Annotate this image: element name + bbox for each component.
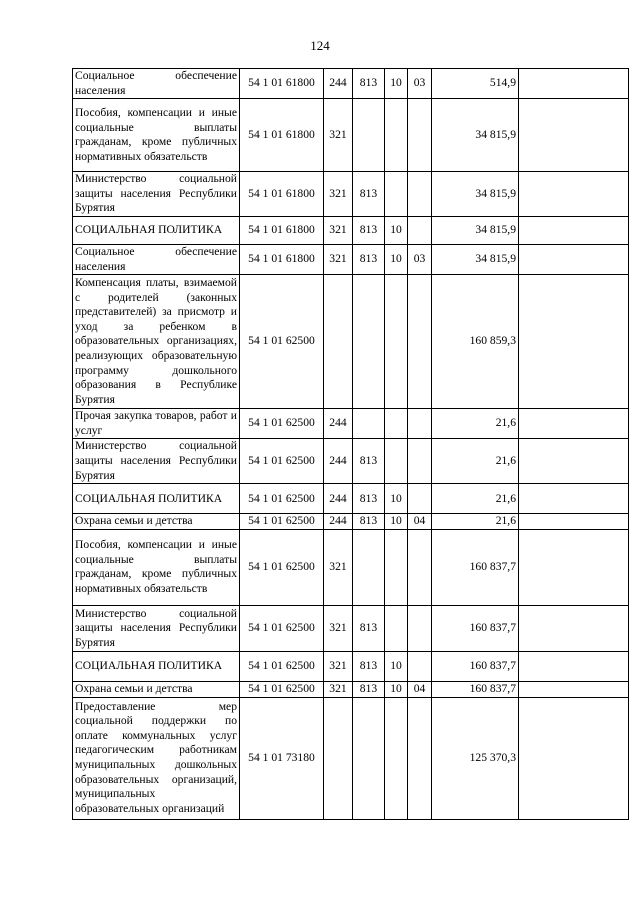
administrator-cell: 813 [353,439,385,484]
amount-cell: 21,6 [432,409,519,439]
administrator-cell [353,99,385,172]
expense-type-cell: 244 [324,409,353,439]
section-cell [385,529,408,605]
section-cell [385,275,408,409]
administrator-cell: 813 [353,484,385,514]
table-row [73,439,629,484]
target-article-cell: 54 1 01 62500 [240,484,324,514]
administrator-cell: 813 [353,605,385,651]
row-name-cell: СОЦИАЛЬНАЯ ПОЛИТИКА [73,651,240,681]
row-name-cell: Министерство социальной защиты населения Республики Бурятия [73,172,240,217]
subsection-cell [408,484,432,514]
amount-cell: 125 370,3 [432,697,519,819]
table-row [73,244,629,274]
target-article-cell: 54 1 01 61800 [240,172,324,217]
target-article-cell: 54 1 01 62500 [240,651,324,681]
target-article-cell: 54 1 01 62500 [240,409,324,439]
empty-cell [519,69,629,99]
administrator-cell: 813 [353,244,385,274]
expense-type-cell: 244 [324,484,353,514]
section-cell: 10 [385,216,408,244]
row-name-cell: Охрана семьи и детства [73,514,240,530]
administrator-cell: 813 [353,69,385,99]
target-article-cell: 54 1 01 62500 [240,514,324,530]
subsection-cell: 03 [408,244,432,274]
row-name-cell: Социальное обеспечение населения [73,244,240,274]
section-cell [385,605,408,651]
table-row [73,484,629,514]
target-article-cell: 54 1 01 61800 [240,216,324,244]
administrator-cell [353,409,385,439]
row-name-cell: Социальное обеспечение населения [73,69,240,99]
amount-cell: 514,9 [432,69,519,99]
target-article-cell: 54 1 01 62500 [240,529,324,605]
amount-cell: 21,6 [432,484,519,514]
table-row [73,605,629,651]
empty-cell [519,514,629,530]
subsection-cell [408,99,432,172]
empty-cell [519,439,629,484]
section-cell [385,99,408,172]
expense-type-cell: 244 [324,69,353,99]
row-name-cell: Пособия, компенсации и иные социальные выплаты гражданам, кроме публичных нормативных обязательств [73,99,240,172]
subsection-cell: 04 [408,681,432,697]
subsection-cell [408,172,432,217]
expense-type-cell: 244 [324,514,353,530]
administrator-cell [353,275,385,409]
subsection-cell [408,439,432,484]
section-cell: 10 [385,514,408,530]
section-cell [385,409,408,439]
section-cell [385,439,408,484]
expense-type-cell: 321 [324,529,353,605]
empty-cell [519,409,629,439]
subsection-cell: 03 [408,69,432,99]
subsection-cell [408,605,432,651]
amount-cell: 34 815,9 [432,244,519,274]
amount-cell: 34 815,9 [432,216,519,244]
empty-cell [519,172,629,217]
expense-type-cell: 321 [324,681,353,697]
row-name-cell: СОЦИАЛЬНАЯ ПОЛИТИКА [73,216,240,244]
empty-cell [519,99,629,172]
table-row [73,275,629,409]
empty-cell [519,651,629,681]
administrator-cell: 813 [353,172,385,217]
subsection-cell [408,409,432,439]
amount-cell: 34 815,9 [432,172,519,217]
subsection-cell [408,216,432,244]
expense-type-cell: 244 [324,439,353,484]
target-article-cell: 54 1 01 61800 [240,69,324,99]
section-cell: 10 [385,681,408,697]
section-cell: 10 [385,651,408,681]
target-article-cell: 54 1 01 61800 [240,99,324,172]
row-name-cell: Предоставление мер социальной поддержки по оплате коммунальных услуг педагогическим работникам муниципальных дошкольных образовательных организаций, муниципальных образовательных организаций [73,697,240,819]
table-row [73,69,629,99]
section-cell [385,172,408,217]
table-row [73,681,629,697]
amount-cell: 160 859,3 [432,275,519,409]
amount-cell: 34 815,9 [432,99,519,172]
table-row [73,697,629,819]
subsection-cell [408,275,432,409]
row-name-cell: Прочая закупка товаров, работ и услуг [73,409,240,439]
administrator-cell [353,697,385,819]
row-name-cell: Пособия, компенсации и иные социальные выплаты гражданам, кроме публичных нормативных обязательств [73,529,240,605]
table-row [73,409,629,439]
budget-table [72,68,629,820]
empty-cell [519,605,629,651]
table-row [73,172,629,217]
section-cell: 10 [385,484,408,514]
administrator-cell: 813 [353,651,385,681]
amount-cell: 160 837,7 [432,605,519,651]
administrator-cell: 813 [353,216,385,244]
amount-cell: 160 837,7 [432,681,519,697]
expense-type-cell: 321 [324,651,353,681]
administrator-cell: 813 [353,681,385,697]
expense-type-cell: 321 [324,216,353,244]
target-article-cell: 54 1 01 62500 [240,275,324,409]
target-article-cell: 54 1 01 62500 [240,681,324,697]
expense-type-cell: 321 [324,605,353,651]
expense-type-cell [324,697,353,819]
empty-cell [519,697,629,819]
section-cell: 10 [385,244,408,274]
page-number: 124 [310,38,330,53]
target-article-cell: 54 1 01 62500 [240,439,324,484]
table-row [73,514,629,530]
administrator-cell [353,529,385,605]
subsection-cell [408,529,432,605]
empty-cell [519,529,629,605]
row-name-cell: СОЦИАЛЬНАЯ ПОЛИТИКА [73,484,240,514]
empty-cell [519,681,629,697]
row-name-cell: Охрана семьи и детства [73,681,240,697]
administrator-cell: 813 [353,514,385,530]
empty-cell [519,275,629,409]
amount-cell: 21,6 [432,514,519,530]
empty-cell [519,216,629,244]
expense-type-cell [324,275,353,409]
subsection-cell [408,651,432,681]
amount-cell: 160 837,7 [432,651,519,681]
expense-type-cell: 321 [324,172,353,217]
subsection-cell [408,697,432,819]
expense-type-cell: 321 [324,244,353,274]
row-name-cell: Компенсация платы, взимаемой с родителей (законных представителей) за присмотр и уход за ребенком в образовательных организациях, реализующих образовательную программу дошкольного образования в Республике Бурятия [73,275,240,409]
amount-cell: 160 837,7 [432,529,519,605]
empty-cell [519,244,629,274]
section-cell [385,697,408,819]
table-row [73,529,629,605]
target-article-cell: 54 1 01 62500 [240,605,324,651]
table-row [73,216,629,244]
table-body [73,69,629,820]
empty-cell [519,484,629,514]
row-name-cell: Министерство социальной защиты населения Республики Бурятия [73,605,240,651]
amount-cell: 21,6 [432,439,519,484]
target-article-cell: 54 1 01 73180 [240,697,324,819]
subsection-cell: 04 [408,514,432,530]
table-row [73,99,629,172]
section-cell: 10 [385,69,408,99]
expense-type-cell: 321 [324,99,353,172]
target-article-cell: 54 1 01 61800 [240,244,324,274]
table-row [73,651,629,681]
row-name-cell: Министерство социальной защиты населения Республики Бурятия [73,439,240,484]
